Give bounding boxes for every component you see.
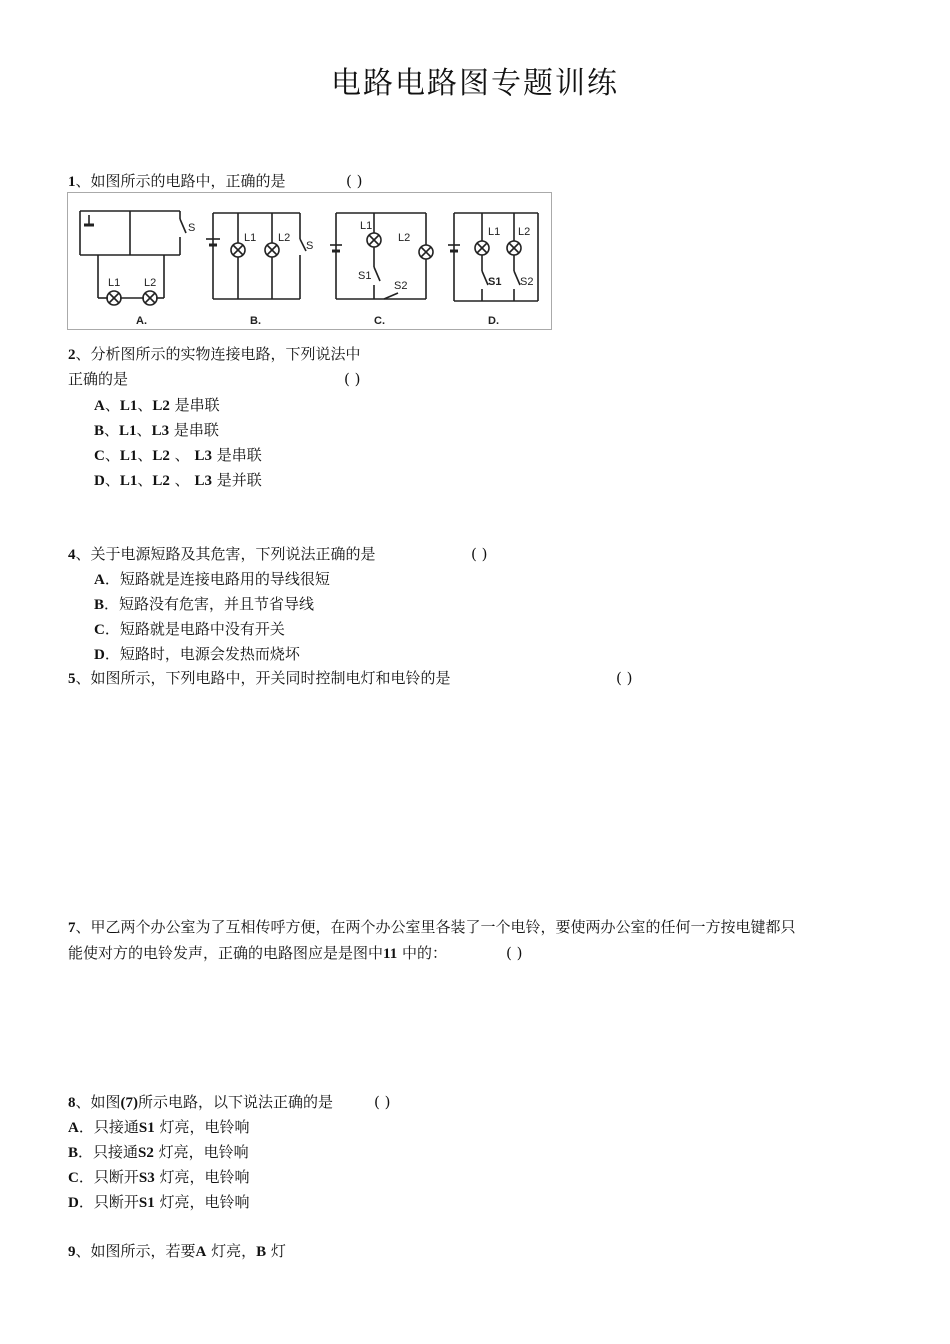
question-number: 7 xyxy=(68,920,76,936)
circuit-figure-q1 xyxy=(67,192,552,330)
label-l1-a: L1 xyxy=(108,277,121,289)
label-s-a: S xyxy=(188,222,196,234)
option-c: C．短路就是电路中没有开关 xyxy=(94,620,285,638)
answer-blank: ( ) xyxy=(471,545,488,563)
question-2-line2: 正确的是 xyxy=(68,370,129,388)
answer-blank: ( ) xyxy=(344,370,361,388)
label-l2-c: L2 xyxy=(398,232,411,244)
label-l1-c: L1 xyxy=(360,220,373,232)
question-number: 8 xyxy=(68,1095,76,1111)
question-number: 9 xyxy=(68,1244,76,1260)
question-7-line2: 能使对方的电铃发声，正确的电路图应是是图中11 中的： xyxy=(68,944,447,962)
question-number: 2 xyxy=(68,347,76,363)
label-l2-d: L2 xyxy=(518,226,531,238)
answer-blank: ( ) xyxy=(374,1093,391,1111)
label-s-b: S xyxy=(306,240,314,252)
answer-blank: ( ) xyxy=(506,944,523,962)
answer-blank: ( ) xyxy=(616,669,633,687)
option-b: B、L1、L3 是串联 xyxy=(94,421,219,439)
question-number: 4 xyxy=(68,547,76,563)
label-s1-c: S1 xyxy=(358,270,372,282)
option-a: A．只接通S1 灯亮，电铃响 xyxy=(68,1118,250,1136)
option-c: C．只断开S3 灯亮，电铃响 xyxy=(68,1168,250,1186)
question-number: 1 xyxy=(68,174,76,190)
label-option-c: C. xyxy=(374,315,385,327)
option-c: C、L1、L2 、 L3 是串联 xyxy=(94,446,262,464)
option-a: A、L1、L2 是串联 xyxy=(94,396,220,414)
option-d: D、L1、L2 、 L3 是并联 xyxy=(94,471,262,489)
question-4 xyxy=(68,544,376,565)
label-l2-a: L2 xyxy=(144,277,157,289)
option-d: D．短路时，电源会发热而烧坏 xyxy=(94,645,300,663)
label-option-b: B. xyxy=(250,315,261,327)
page-title: 电路电路图专题训练 xyxy=(331,66,619,101)
question-2 xyxy=(68,344,361,365)
label-option-d: D. xyxy=(488,315,499,327)
label-l1-d: L1 xyxy=(488,226,501,238)
label-l2-b: L2 xyxy=(278,232,291,244)
label-s1-d: S1 xyxy=(488,276,502,288)
question-text: 、如图所示，下列电路中，开关同时控制电灯和电铃的是 xyxy=(75,669,451,687)
option-d: D．只断开S1 灯亮，电铃响 xyxy=(68,1193,250,1211)
label-s2-d: S2 xyxy=(520,276,534,288)
option-b: B．短路没有危害，并且节省导线 xyxy=(94,595,315,613)
answer-blank: ( ) xyxy=(346,172,363,190)
option-b: B．只接通S2 灯亮，电铃响 xyxy=(68,1143,249,1161)
question-text: 、如图所示的电路中，正确的是 xyxy=(75,172,286,190)
question-text: 、关于电源短路及其危害，下列说法正确的是 xyxy=(75,545,376,563)
question-9: 9、如图所示，若要A 灯亮，B 灯 xyxy=(68,1242,286,1260)
question-7 xyxy=(68,917,796,938)
question-text: 、甲乙两个办公室为了互相传呼方便，在两个办公室里各装了一个电铃，要使两办公室的任何一方按电键都只 xyxy=(75,918,796,936)
question-5 xyxy=(68,668,451,689)
label-s2-c: S2 xyxy=(394,280,408,292)
label-l1-b: L1 xyxy=(244,232,257,244)
question-text: 、分析图所示的实物连接电路，下列说法中 xyxy=(75,345,361,363)
question-1 xyxy=(68,171,286,192)
question-number: 5 xyxy=(68,671,76,687)
question-8: 8、如图(7)所示电路，以下说法正确的是 xyxy=(68,1093,334,1111)
option-a: A．短路就是连接电路用的导线很短 xyxy=(94,570,330,588)
label-option-a: A. xyxy=(136,315,147,327)
